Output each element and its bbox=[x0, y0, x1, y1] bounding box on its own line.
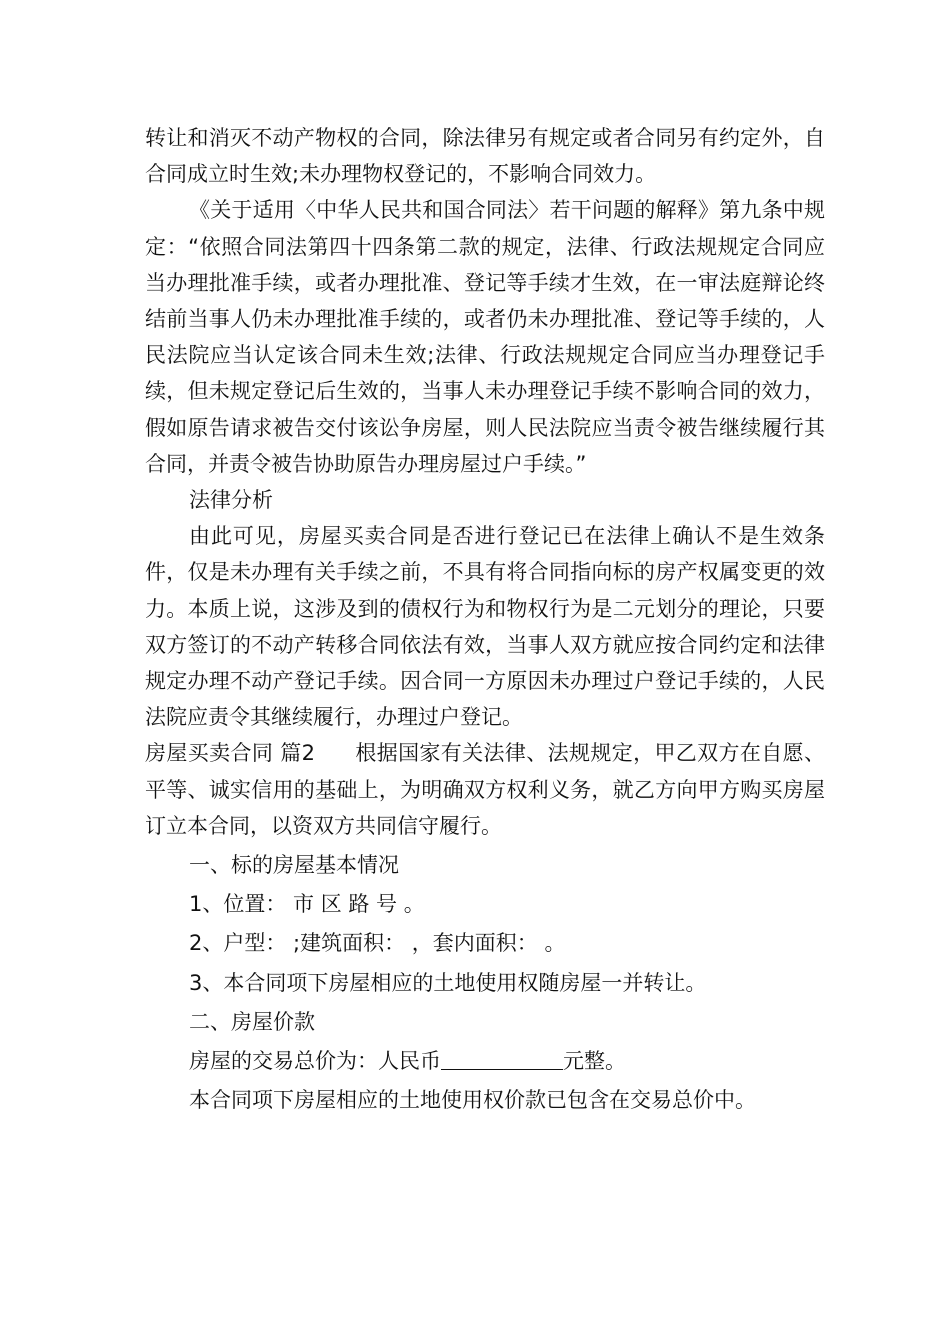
paragraph-judicial-interpretation: 《关于适用〈中华人民共和国合同法〉若干问题的解释》第九条中规定：“依照合同法第四十四条第二款的规定，法律、行政法规规定合同应当办理批准手续，或者办理批准、登记等手续才生效，在一审法庭辩论终结前当事人仍未办理批准手续的，或者仍未办理批准、登记等手续的，人民法院应当认定该合同未生效;法律、行政法规规定合同应当办理登记手续，但未规定登记后生效的，当事人未办理登记手续不影响合同的效力，假如原告请求被告交付该讼争房屋，则人民法院应当责令被告继续履行其合同，并责令被告协助原告办理房屋过户手续。” bbox=[145, 198, 825, 476]
paragraph-property-rights: 转让和消灭不动产物权的合同，除法律另有规定或者合同另有约定外，自合同成立时生效;未办理物权登记的，不影响合同效力。 bbox=[145, 126, 825, 187]
document-body bbox=[145, 120, 825, 1118]
item-layout-area: 2、户型： ;建筑面积： ，套内面积： 。 bbox=[189, 931, 566, 956]
section-2-intro: 根据国家有关法律、法规规定，甲乙双方在自愿、平等、诚实信用的基础上，为明确双方权利义务，就乙方向甲方购买房屋订立本合同，以资双方共同信守履行。 bbox=[145, 741, 825, 838]
heading-property-basics: 一、标的房屋基本情况 bbox=[189, 853, 399, 878]
price-blank-line bbox=[441, 1047, 563, 1070]
heading-legal-analysis: 法律分析 bbox=[189, 488, 273, 513]
heading-price: 二、房屋价款 bbox=[189, 1009, 315, 1034]
price-prefix: 房屋的交易总价为：人民币 bbox=[189, 1049, 441, 1074]
section-2 bbox=[145, 735, 825, 844]
price-note: 本合同项下房屋相应的土地使用权价款已包含在交易总价中。 bbox=[189, 1088, 756, 1113]
item-land-use-right: 3、本合同项下房屋相应的土地使用权随房屋一并转让。 bbox=[189, 970, 707, 995]
price-line bbox=[145, 1043, 825, 1079]
item-location: 1、位置： 市 区 路 号 。 bbox=[189, 892, 425, 917]
paragraph-analysis: 由此可见，房屋买卖合同是否进行登记已在法律上确认不是生效条件，仅是未办理有关手续之前，不具有将合同指向标的房产权属变更的效力。本质上说，这涉及到的债权行为和物权行为是二元划分的理论，只要双方签订的不动产转移合同依法有效，当事人双方就应按合同约定和法律规定办理不动产登记手续。因合同一方原因未办理过户登记手续的，人民法院应责令其继续履行，办理过户登记。 bbox=[145, 524, 825, 730]
price-suffix: 元整。 bbox=[563, 1049, 626, 1074]
section-2-title: 房屋买卖合同 篇2 bbox=[145, 741, 315, 766]
